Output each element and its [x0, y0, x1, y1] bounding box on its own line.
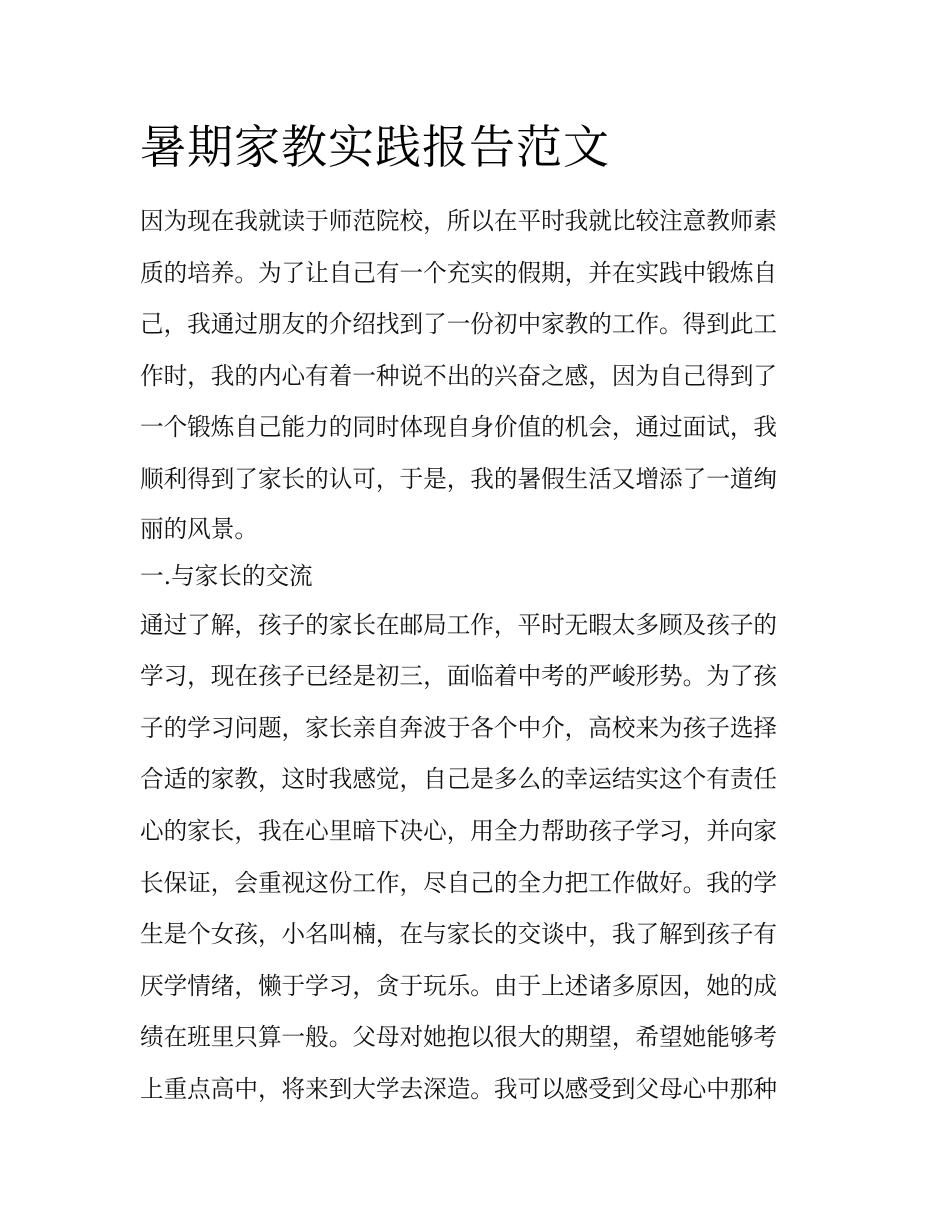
paragraph-line: 丽的风景。: [140, 514, 258, 543]
paragraph-line: 己，我通过朋友的介绍找到了一份初中家教的工作。得到此工: [140, 310, 778, 339]
document-title: 暑期家教实践报告范文: [140, 120, 610, 174]
paragraph-line: 子的学习问题，家长亲自奔波于各个中介，高校来为孩子选择: [140, 713, 778, 742]
paragraph-line: 作时，我的内心有着一种说不出的兴奋之感，因为自己得到了: [140, 361, 778, 390]
paragraph-line: 学习，现在孩子已经是初三，面临着中考的严峻形势。为了孩: [140, 662, 778, 691]
paragraph-line: 长保证，会重视这份工作，尽自己的全力把工作做好。我的学: [140, 868, 778, 897]
paragraph-line: 上重点高中，将来到大学去深造。我可以感受到父母心中那种: [140, 1074, 778, 1103]
paragraph-line: 绩在班里只算一般。父母对她抱以很大的期望，希望她能够考: [140, 1023, 778, 1052]
paragraph-line: 通过了解，孩子的家长在邮局工作，平时无暇太多顾及孩子的: [140, 610, 778, 639]
paragraph-line: 因为现在我就读于师范院校，所以在平时我就比较注意教师素: [140, 207, 778, 235]
paragraph-line: 生是个女孩，小名叫楠，在与家长的交谈中，我了解到孩子有: [140, 920, 778, 949]
document-body: [140, 196, 812, 1116]
paragraph-line: 心的家长，我在心里暗下决心，用全力帮助孩子学习，并向家: [140, 816, 778, 845]
paragraph-line: 一个锻炼自己能力的同时体现自身价值的机会，通过面试，我: [140, 413, 778, 442]
paragraph-line: 顺利得到了家长的认可，于是，我的暑假生活又增添了一道绚: [140, 464, 778, 493]
paragraph-line: 厌学情绪，懒于学习，贪于玩乐。由于上述诸多原因，她的成: [140, 971, 778, 1000]
section-heading: 一.与家长的交流: [140, 561, 313, 590]
paragraph-line: 质的培养。为了让自己有一个充实的假期，并在实践中锻炼自: [140, 258, 778, 287]
paragraph-line: 合适的家教，这时我感觉，自己是多么的幸运结实这个有责任: [140, 765, 778, 794]
